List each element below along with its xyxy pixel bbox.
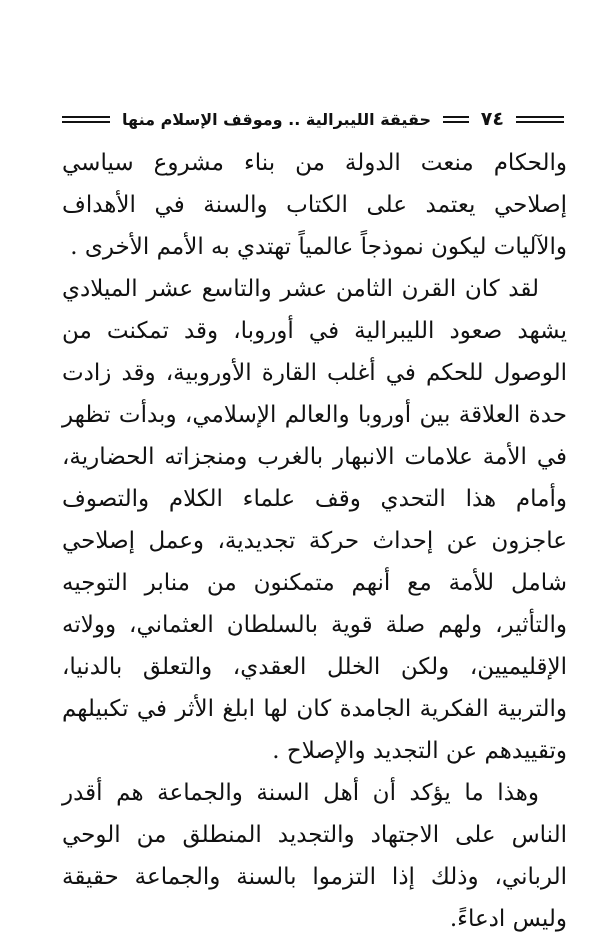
page-header <box>62 106 564 132</box>
header-rule-right <box>516 116 564 123</box>
page-number: ٧٤ <box>480 108 504 130</box>
running-title: حقيقة الليبرالية .. وموقف الإسلام منها <box>122 109 431 129</box>
header-rule-middle <box>443 116 469 123</box>
paragraph-conclusion: وهذا ما يؤكد أن أهل السنة والجماعة هم أقدر الناس على الاجتهاد والتجديد المنطلق من الوحي الرباني، وذلك إذا التزموا بالسنة والجماعة حقيقة وليس ادعاءً. <box>62 780 567 932</box>
header-rule-left <box>62 116 110 123</box>
paragraph-continuation: والحكام منعت الدولة من بناء مشروع سياسي إصلاحي يعتمد على الكتاب والسنة في الأهداف والآليات ليكون نموذجاً عالمياً تهتدي به الأمم الأخرى . <box>62 150 567 260</box>
body-text <box>62 142 567 940</box>
paragraph-liberalism-history: لقد كان القرن الثامن عشر والتاسع عشر الميلادي يشهد صعود الليبرالية في أوروبا، وقد تمكنت من الوصول للحكم في أغلب القارة الأوروبية، وقد زادت حدة العلاقة بين أوروبا والعالم الإسلامي، وبدأت تظهر في الأمة علامات الانبهار بالغرب ومنجزاته الحضارية، وأمام هذا التحدي وقف علماء الكلام والتصوف عاجزون عن إحداث حركة تجديدية، وعمل إصلاحي شامل للأمة مع أنهم متمكنون من منابر التوجيه والتأثير، ولهم صلة قوية بالسلطان العثماني، وولاته الإقليميين، ولكن الخلل العقدي، والتعلق بالدنيا، والتربية الفكرية الجامدة كان لها ابلغ الأثر في تكبيلهم وتقييدهم عن التجديد والإصلاح . <box>62 276 567 764</box>
